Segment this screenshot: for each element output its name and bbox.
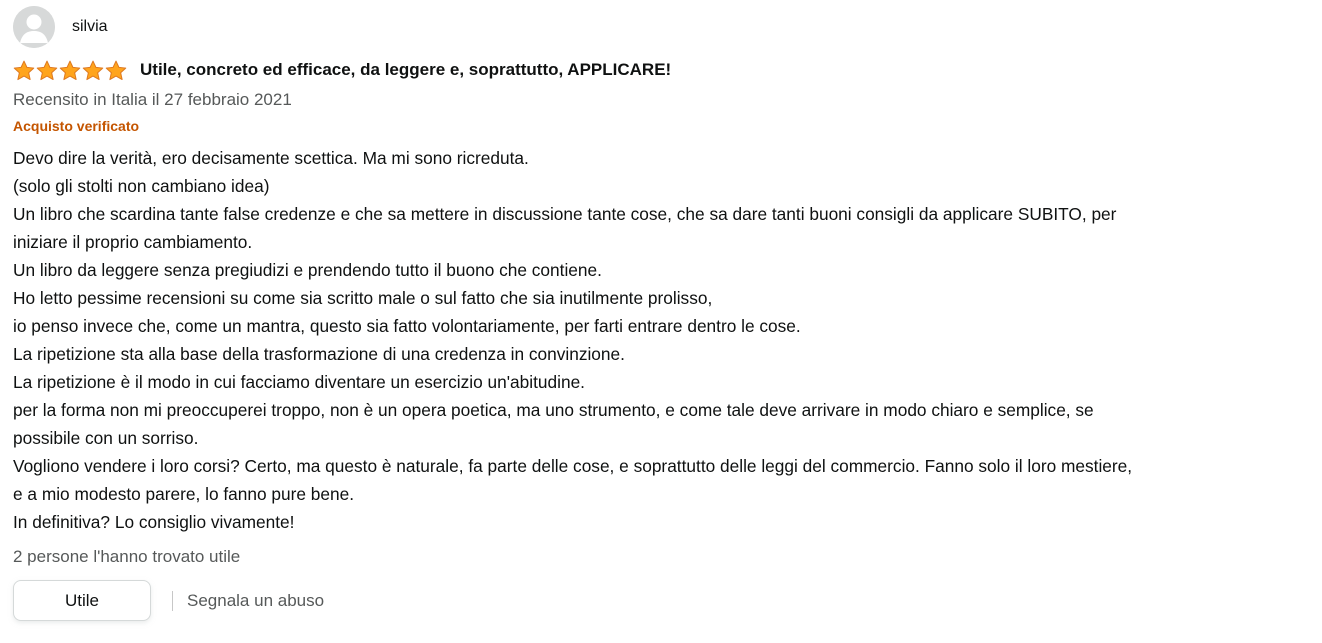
review-body-line: e a mio modesto parere, lo fanno pure bene. bbox=[13, 484, 355, 504]
review-body-line: Devo dire la verità, ero decisamente scettica. Ma mi sono ricreduta. bbox=[13, 148, 529, 168]
review-body-line: In definitiva? Lo consiglio vivamente! bbox=[13, 512, 295, 532]
review-body-line: La ripetizione sta alla base della trasformazione di una credenza in convinzione. bbox=[13, 344, 625, 364]
review-body-line: La ripetizione è il modo in cui facciamo diventare un esercizio un'abitudine. bbox=[13, 372, 585, 392]
review-body bbox=[13, 144, 1313, 536]
review-card bbox=[13, 6, 1313, 621]
review-body-line: possibile con un sorriso. bbox=[13, 428, 199, 448]
review-body-line: io penso invece che, come un mantra, questo sia fatto volontariamente, per farti entrare dentro le cose. bbox=[13, 316, 801, 336]
useful-button[interactable]: Utile bbox=[13, 580, 151, 621]
star-icon bbox=[13, 60, 35, 81]
review-body-line: Un libro da leggere senza pregiudizi e prendendo tutto il buono che contiene. bbox=[13, 260, 602, 280]
star-rating[interactable] bbox=[13, 60, 127, 81]
star-icon bbox=[105, 60, 127, 81]
review-date: Recensito in Italia il 27 febbraio 2021 bbox=[13, 90, 292, 109]
report-abuse-link[interactable]: Segnala un abuso bbox=[187, 590, 325, 610]
star-icon bbox=[36, 60, 58, 81]
review-body-line: Ho letto pessime recensioni su come sia scritto male o sul fatto che sia inutilmente prolisso, bbox=[13, 288, 713, 308]
review-body-line: (solo gli stolti non cambiano idea) bbox=[13, 176, 270, 196]
helpful-count: 2 persone l'hanno trovato utile bbox=[13, 547, 241, 566]
review-actions bbox=[13, 580, 1313, 621]
star-icon bbox=[82, 60, 104, 81]
review-body-line: Un libro che scardina tante false credenze e che sa mettere in discussione tante cose, che sa dare tanti buoni consigli da applicare SUBITO, per bbox=[13, 204, 1117, 224]
verified-purchase-badge: Acquisto verificato bbox=[13, 118, 140, 134]
review-body-line: per la forma non mi preoccuperei troppo, non è un opera poetica, ma uno strumento, e come tale deve arrivare in modo chiaro e semplice, se bbox=[13, 400, 1094, 420]
reviewer-name[interactable]: silvia bbox=[72, 18, 108, 35]
divider bbox=[172, 591, 173, 611]
review-body-line: iniziare il proprio cambiamento. bbox=[13, 232, 253, 252]
review-title-row bbox=[13, 57, 1313, 83]
user-silhouette-icon bbox=[13, 6, 55, 48]
star-icon bbox=[59, 60, 81, 81]
review-title[interactable]: Utile, concreto ed efficace, da leggere e, soprattutto, APPLICARE! bbox=[140, 60, 672, 79]
review-body-line: Vogliono vendere i loro corsi? Certo, ma questo è naturale, fa parte delle cose, e soprattutto delle leggi del commercio. Fanno solo il loro mestiere, bbox=[13, 456, 1133, 476]
reviewer-profile[interactable] bbox=[13, 6, 1313, 48]
